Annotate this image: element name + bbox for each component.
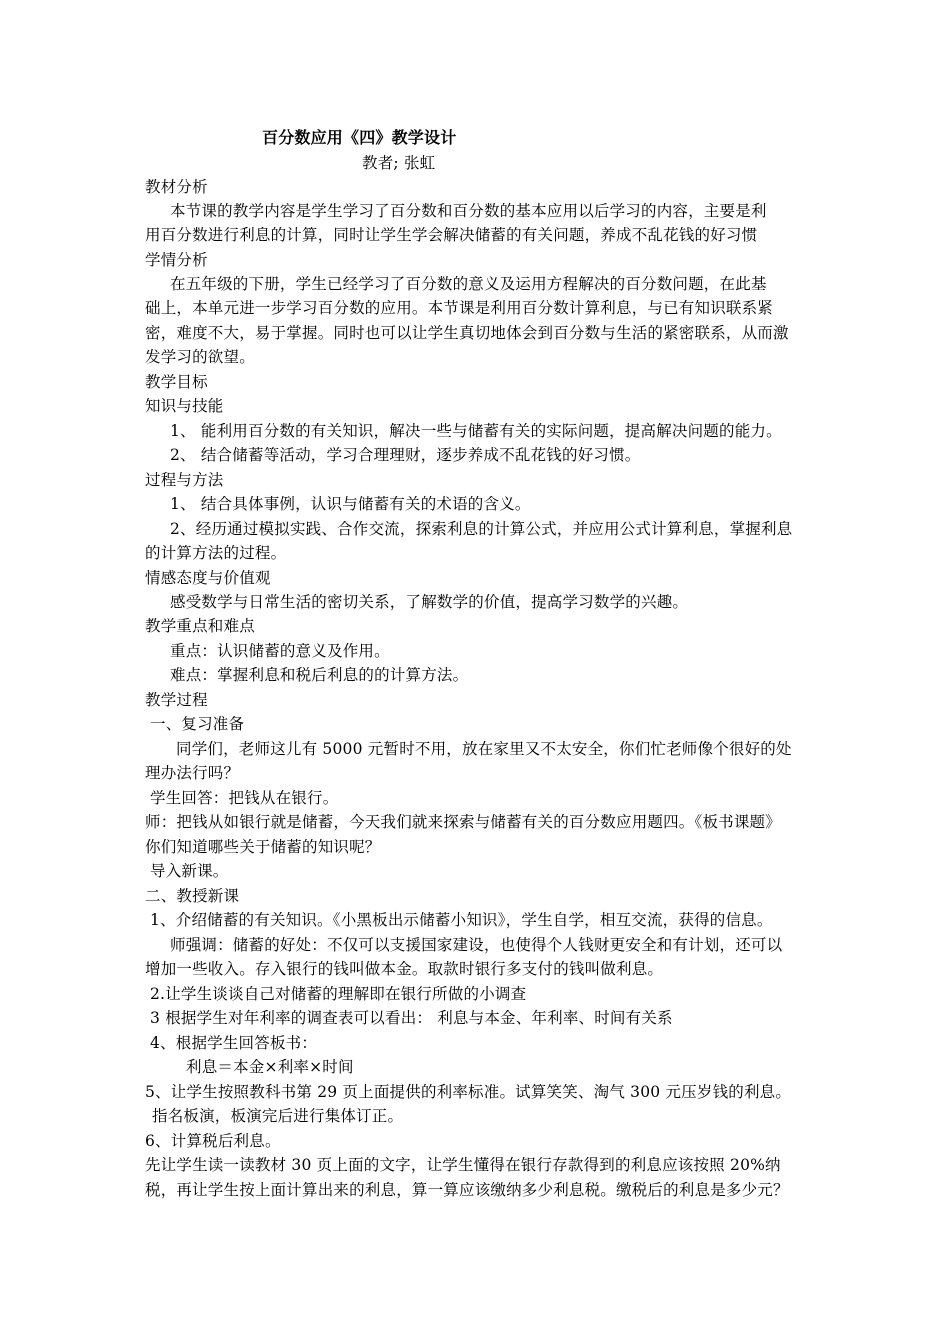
paragraph-line: 发学习的欲望。 [145, 348, 255, 366]
paragraph-line: 密，难度不大，易于掌握。同时也可以让学生真切地体会到百分数与生活的紧密联系，从而激 [145, 324, 789, 342]
paragraph-line: 同学们，老师这儿有 5000 元暂时不用，放在家里又不太安全，你们忙老师像个很好的处 [176, 740, 792, 758]
list-item: 2、 结合储蓄等活动，学习合理理财，逐步养成不乱花钱的好习惯。 [170, 446, 641, 464]
heading-student-analysis: 学情分析 [145, 251, 208, 269]
paragraph-line: 增加一些收入。存入银行的钱叫做本金。取款时银行多支付的钱叫做利息。 [145, 960, 664, 978]
paragraph-line: 师强调：储蓄的好处：不仅可以支援国家建设，也使得个人钱财更安全和有计划，还可以 [170, 936, 783, 954]
heading-teaching-process: 教学过程 [145, 691, 208, 709]
list-item: 2、经历通过模拟实践、合作交流，探索利息的计算公式，并应用公式计算利息，掌握利息 [170, 520, 793, 538]
paragraph-line: 学生回答：把钱从在银行。 [150, 789, 339, 807]
list-item: 3 根据学生对年利率的调查表可以看出： 利息与本金、年利率、时间有关系 [150, 1009, 673, 1027]
list-item: 4、根据学生回答板书： [150, 1034, 318, 1052]
list-item: 5、让学生按照教科书第 29 页上面提供的利率标准。试算笑笑、淘气 300 元压岁钱的利息。 [145, 1083, 792, 1101]
paragraph-line: 先让学生读一读教材 30 页上面的文字，让学生懂得在银行存款得到的利息应该按照 20%纳 [145, 1156, 781, 1174]
list-item: 6、计算税后利息。 [145, 1132, 281, 1150]
paragraph-line: 在五年级的下册，学生已经学习了百分数的意义及运用方程解决的百分数问题，在此基 [170, 275, 767, 293]
paragraph-line: 的计算方法的过程。 [145, 544, 287, 562]
document-title: 百分数应用《四》教学设计 [262, 128, 457, 147]
section-heading: 一、复习准备 [150, 715, 245, 733]
paragraph-line: 感受数学与日常生活的密切关系，了解数学的价值，提高学习数学的兴趣。 [170, 593, 689, 611]
paragraph-line: 重点：认识储蓄的意义及作用。 [170, 642, 390, 660]
list-item: 1、介绍储蓄的有关知识。《小黑板出示储蓄小知识》，学生自学，相互交流，获得的信息。 [150, 911, 773, 929]
heading-process-methods: 过程与方法 [145, 471, 224, 489]
list-item: 2.让学生谈谈自己对储蓄的理解即在银行所做的小调查 [150, 985, 527, 1003]
heading-teaching-goals: 教学目标 [145, 373, 208, 391]
paragraph-line: 指名板演，板演完后进行集体订正。 [152, 1107, 404, 1125]
paragraph-line: 用百分数进行利息的计算，同时让学生学会解决储蓄的有关问题，养成不乱花钱的好习惯 [145, 226, 758, 244]
heading-key-difficult-points: 教学重点和难点 [145, 617, 255, 635]
heading-knowledge-skills: 知识与技能 [145, 397, 224, 415]
paragraph-line: 本节课的教学内容是学生学习了百分数和百分数的基本应用以后学习的内容，主要是利 [170, 202, 767, 220]
section-heading: 二、教授新课 [145, 887, 240, 905]
list-item: 1、 结合具体事例，认识与储蓄有关的术语的含义。 [170, 495, 531, 513]
heading-emotion-values: 情感态度与价值观 [145, 569, 271, 587]
heading-textbook-analysis: 教材分析 [145, 178, 208, 196]
author-line: 教者; 张虹 [362, 154, 436, 172]
paragraph-line: 难点：掌握利息和税后利息的的计算方法。 [170, 666, 469, 684]
paragraph-line: 础上，本单元进一步学习百分数的应用。本节课是利用百分数计算利息，与已有知识联系紧 [145, 299, 774, 317]
paragraph-line: 导入新课。 [150, 862, 229, 880]
paragraph-line: 理办法行吗？ [145, 764, 240, 782]
paragraph-line: 师：把钱从如银行就是储蓄，今天我们就来探索与储蓄有关的百分数应用题四。《板书课题》 [145, 813, 781, 831]
list-item: 1、 能利用百分数的有关知识，解决一些与储蓄有关的实际问题，提高解决问题的能力。 [170, 422, 782, 440]
formula: 利息＝本金×利率×时间 [186, 1058, 354, 1076]
paragraph-line: 税，再让学生按上面计算出来的利息，算一算应该缴纳多少利息税。缴税后的利息是多少元？ [145, 1181, 789, 1199]
paragraph-line: 你们知道哪些关于储蓄的知识呢？ [145, 838, 381, 856]
